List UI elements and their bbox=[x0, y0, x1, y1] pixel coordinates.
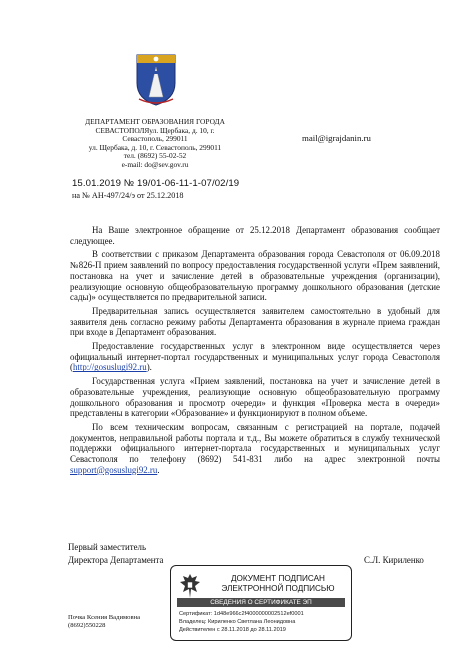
department-address-block bbox=[50, 118, 260, 170]
signer-position-line1: Первый заместитель bbox=[68, 542, 146, 552]
paragraph bbox=[70, 341, 440, 373]
dept-line: тел. (8692) 55-02-52 bbox=[123, 151, 187, 161]
dept-line: e-mail: do@sev.gov.ru bbox=[121, 159, 189, 169]
executor-phone: (8692)550228 bbox=[68, 622, 106, 630]
paragraph: На Ваше электронное обращение от 25.12.2018 Департамент образования сообщает следующее. bbox=[70, 225, 440, 246]
reference-number: на № АН-497/24/э от 25.12.2018 bbox=[72, 191, 184, 200]
russian-eagle-emblem-icon bbox=[178, 572, 202, 600]
sevastopol-coat-of-arms-icon bbox=[133, 49, 179, 107]
dept-line: СЕВАСТОПОЛЯул. Щербака, д. 10, г. bbox=[95, 125, 215, 135]
paragraph bbox=[70, 422, 440, 476]
stamp-certificate-header: СВЕДЕНИЯ О СЕРТИФИКАТЕ ЭП bbox=[177, 598, 345, 607]
stamp-title: ДОКУМЕНТ ПОДПИСАН bbox=[231, 574, 325, 583]
stamp-certificate: Сертификат: 1d48e966c2f4000000002512ef0001 bbox=[179, 611, 304, 617]
signer-name: С.Л. Кириленко bbox=[364, 555, 424, 565]
dept-line: ул. Щербака, д. 10, г. Севастополь, 299011 bbox=[88, 142, 222, 152]
dept-line: Севастополь, 299011 bbox=[122, 134, 188, 144]
gosuslugi-portal-link[interactable]: http://gosuslugi92.ru bbox=[72, 362, 147, 373]
paragraph-text: Предоставление государственных услуг в электронном виде осуществляется через официальный интернет-портал государственных и муниципальных услуг города Севастополя ( bbox=[70, 341, 440, 373]
signer-position-line2: Директора Департамента bbox=[68, 555, 164, 565]
executor-block bbox=[68, 614, 140, 631]
dept-line: ДЕПАРТАМЕНТ ОБРАЗОВАНИЯ ГОРОДА bbox=[85, 117, 225, 126]
paragraph: Государственная услуга «Прием заявлений, постановка на учет и зачисление детей в образовательные учреждения, реализующие основную общеобразовательную программу дошкольного образования и просмотр очереди» и функция «Проверка места в очереди» представлены в категории «Образование» и функционируют в полном объеме. bbox=[70, 376, 440, 419]
electronic-signature-stamp bbox=[170, 565, 352, 641]
paragraph: Предварительная запись осуществляется заявителем самостоятельно в удобный для заявителя день согласно режиму работы Департамента образования в журнале приема граждан при входе в Департамент образования. bbox=[70, 305, 440, 338]
support-email-link[interactable]: support@gosuslugi92.ru bbox=[70, 464, 158, 475]
paragraph-text: . bbox=[157, 464, 160, 475]
stamp-owner: Владелец: Кириленко Светлана Леонидовна bbox=[179, 619, 296, 625]
paragraph-text: ). bbox=[146, 362, 152, 373]
recipient-email: mail@igrajdanin.ru bbox=[302, 133, 371, 143]
paragraph: В соответствии с приказом Департамента образования города Севастополя от 06.09.2018 №826-П прием заявлений по вопросу предоставления государственной услуги «Прем заявлений, постановка на учет и зачисление детей в образовательные учреждения (организации), реализующие основную общеобразовательную программу дошкольного образования (детские сады)» осуществляется по предварительной записи. bbox=[70, 249, 440, 303]
letter-body bbox=[70, 225, 440, 478]
stamp-subtitle: ЭЛЕКТРОННОЙ ПОДПИСЬЮ bbox=[221, 584, 335, 593]
registration-number: 15.01.2019 № 19/01-06-11-1-07/02/19 bbox=[72, 178, 240, 189]
stamp-validity: Действителен с 28.11.2018 до 28.11.2019 bbox=[179, 627, 286, 633]
paragraph-text: По всем техническим вопросам, связанным с регистрацией на портале, подачей документов, неправильной работы портала и т.д., Вы можете обратиться в службу технической поддержки официального интернет-портала государственных и муниципальных услуг Севастополя по телефону (8692) 541-831 либо на адрес электронной почты bbox=[70, 421, 440, 465]
executor-name: Почка Ксения Вадимовна bbox=[68, 614, 141, 621]
